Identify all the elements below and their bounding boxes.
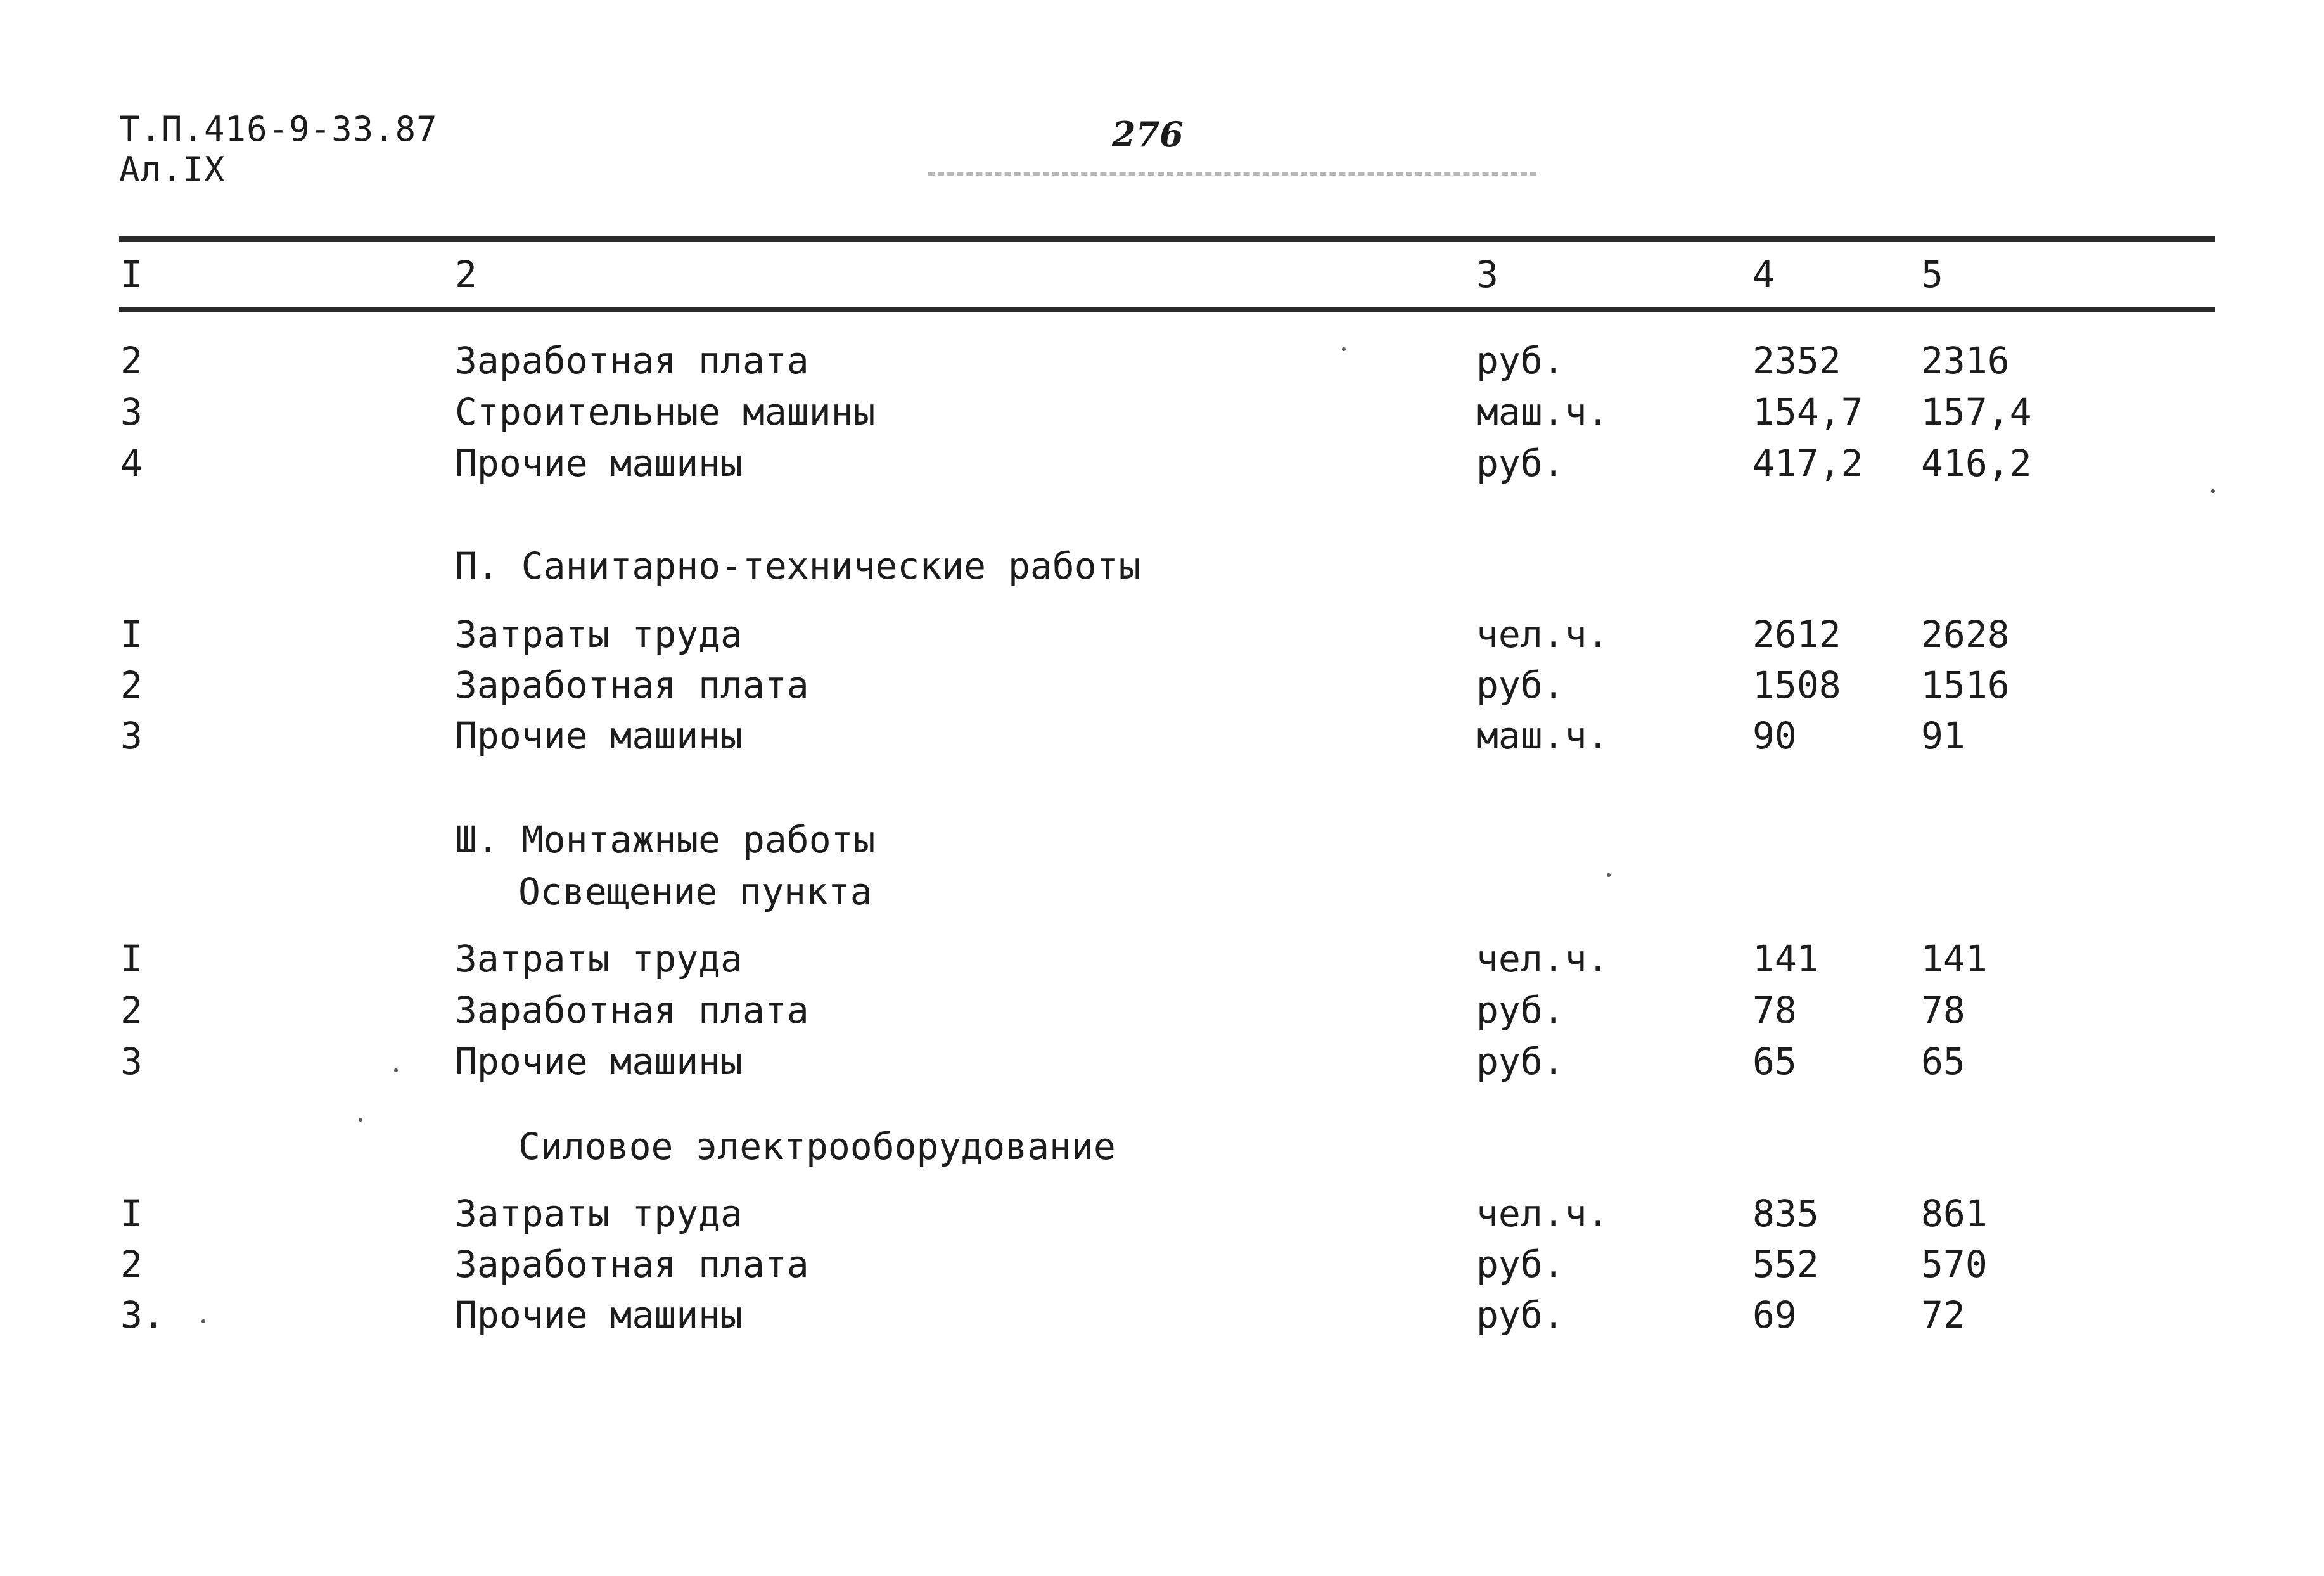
row-name: Строительные машины [455,390,876,433]
scan-speck [394,1068,398,1072]
row-name: Заработная плата [455,339,809,382]
row-value-5: 91 [1921,714,1965,757]
row-name: Затраты труда [455,1192,743,1235]
row-unit: руб. [1476,1293,1565,1336]
row-unit: маш.ч. [1476,714,1609,757]
header-dashed-line [928,172,1536,176]
row-value-5: 416,2 [1921,442,2032,485]
row-unit: руб. [1476,1040,1565,1083]
row-name: Прочие машины [455,1293,743,1336]
album-number: Ал.IX [119,150,226,189]
row-value-4: 78 [1753,989,1797,1032]
row-unit: руб. [1476,442,1565,485]
row-value-5: 2628 [1921,613,2010,656]
scan-speck [201,1319,205,1323]
row-value-5: 570 [1921,1243,1988,1286]
row-value-4: 1508 [1753,663,1841,707]
row-number: 3 [120,714,143,757]
row-unit: маш.ч. [1476,390,1609,433]
row-value-5: 157,4 [1921,390,2032,433]
row-value-4: 65 [1753,1040,1797,1083]
page-number: 276 [1112,114,1184,155]
row-value-5: 78 [1921,989,1965,1032]
row-unit: руб. [1476,1243,1565,1286]
scan-speck [359,1118,362,1122]
scan-speck [1342,347,1346,351]
table-header-rule [119,307,2215,312]
table-top-rule [119,236,2215,242]
row-name: Заработная плата [455,989,809,1032]
row-value-4: 552 [1753,1243,1819,1286]
row-number: 3. [120,1293,165,1336]
row-value-5: 1516 [1921,663,2010,707]
row-unit: чел.ч. [1476,937,1609,980]
row-number: 2 [120,1243,143,1286]
row-number: I [120,937,143,980]
row-number: I [120,613,143,656]
row-value-5: 2316 [1921,339,2010,382]
row-name: Прочие машины [455,1040,743,1083]
scan-speck [2211,489,2215,493]
row-value-4: 154,7 [1753,390,1863,433]
row-number: 4 [120,442,143,485]
row-unit: чел.ч. [1476,613,1609,656]
document-code: Т.П.416-9-33.87 [119,109,438,149]
row-name: Прочие машины [455,442,743,485]
subsection-title-power-equipment: Силовое электрооборудование [518,1125,1116,1168]
row-unit: руб. [1476,339,1565,382]
row-number: 3 [120,390,143,433]
row-number: 2 [120,989,143,1032]
row-value-4: 2612 [1753,613,1841,656]
column-header-1: I [120,253,143,296]
row-number: 2 [120,663,143,707]
column-header-4: 4 [1753,253,1775,296]
row-unit: чел.ч. [1476,1192,1609,1235]
row-name: Затраты труда [455,613,743,656]
section-title-sanitary: П. Санитарно-технические работы [455,544,1141,587]
subsection-title-lighting: Освещение пункта [518,870,872,913]
row-value-5: 65 [1921,1040,1965,1083]
row-value-5: 141 [1921,937,1988,980]
row-unit: руб. [1476,663,1565,707]
row-unit: руб. [1476,989,1565,1032]
scan-speck [1607,873,1611,877]
row-value-4: 141 [1753,937,1819,980]
row-value-4: 835 [1753,1192,1819,1235]
column-header-3: 3 [1476,253,1498,296]
row-value-4: 90 [1753,714,1797,757]
section-title-installation: Ш. Монтажные работы [455,818,876,861]
row-number: 3 [120,1040,143,1083]
column-header-5: 5 [1921,253,1943,296]
row-number: 2 [120,339,143,382]
row-name: Прочие машины [455,714,743,757]
row-name: Затраты труда [455,937,743,980]
row-value-4: 417,2 [1753,442,1863,485]
row-value-5: 72 [1921,1293,1965,1336]
column-header-2: 2 [455,253,477,296]
row-value-4: 69 [1753,1293,1797,1336]
row-number: I [120,1192,143,1235]
row-name: Заработная плата [455,663,809,707]
row-value-5: 861 [1921,1192,1988,1235]
row-value-4: 2352 [1753,339,1841,382]
row-name: Заработная плата [455,1243,809,1286]
